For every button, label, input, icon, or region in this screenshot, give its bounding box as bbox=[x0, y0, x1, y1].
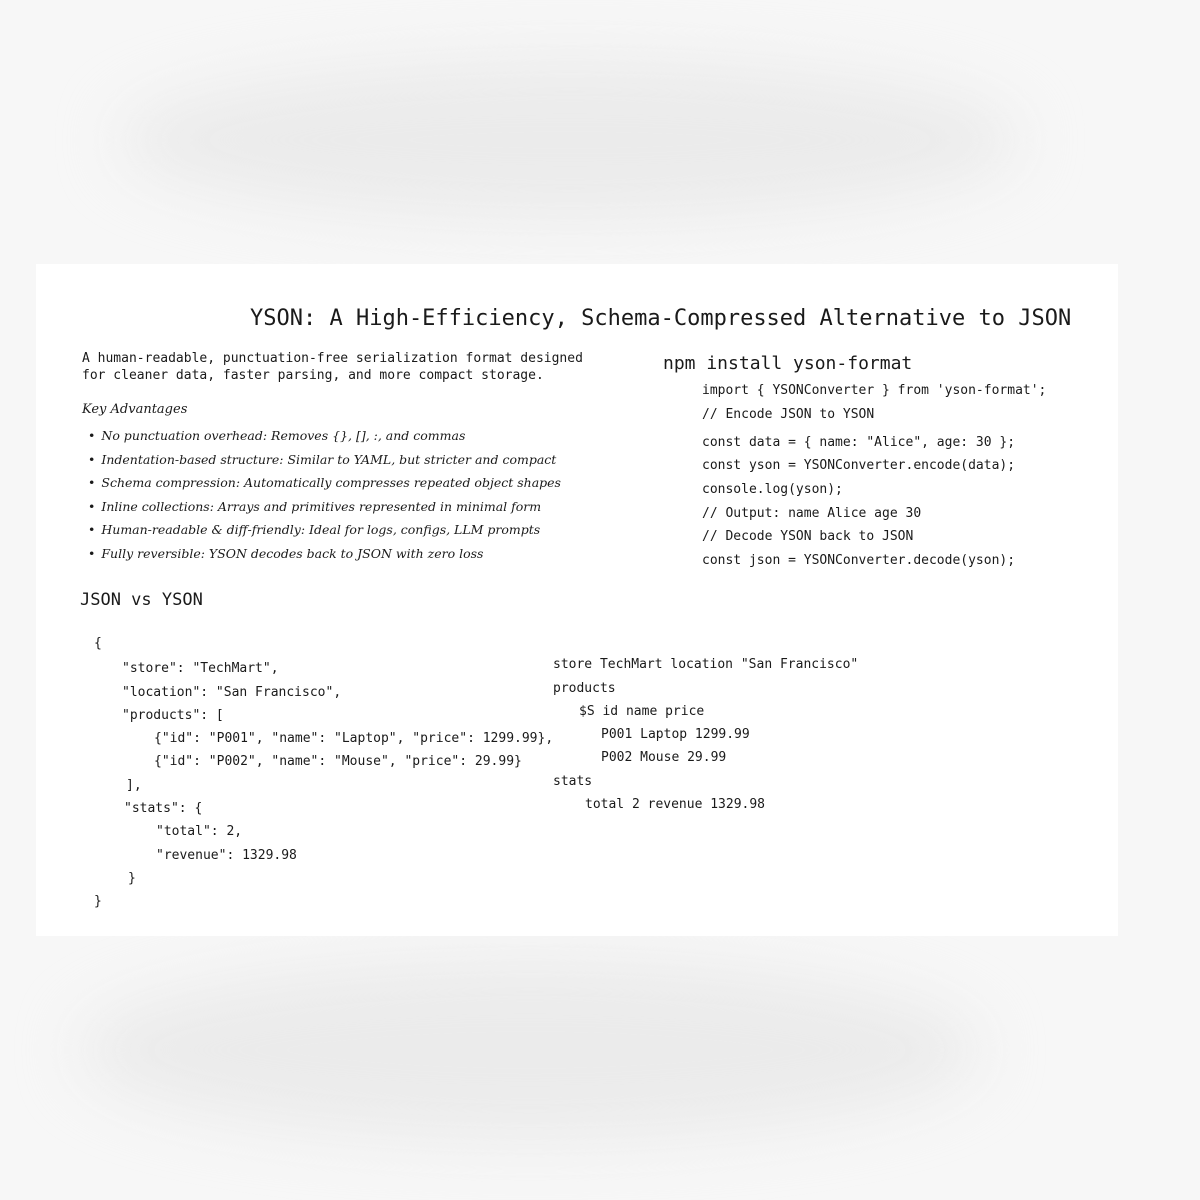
advantage-text: Inline collections: Arrays and primitives represented in minimal form bbox=[101, 498, 542, 514]
json-line: {"id": "P002", "name": "Mouse", "price": 29.99} bbox=[154, 754, 522, 769]
comparison-heading: JSON vs YSON bbox=[80, 590, 203, 610]
json-line: { bbox=[94, 636, 102, 651]
code-line: // Encode JSON to YSON bbox=[702, 407, 875, 422]
yson-line: total 2 revenue 1329.98 bbox=[585, 797, 766, 812]
advantage-item bbox=[88, 518, 608, 542]
yson-line: stats bbox=[553, 774, 593, 789]
bullet-icon: • bbox=[88, 498, 96, 514]
advantage-item bbox=[88, 424, 608, 448]
json-line: } bbox=[128, 871, 136, 886]
advantage-item bbox=[88, 448, 608, 472]
intro-line: A human-readable, punctuation-free serialization format designed bbox=[82, 351, 583, 366]
json-line: "revenue": 1329.98 bbox=[156, 848, 297, 863]
intro-line: for cleaner data, faster parsing, and more compact storage. bbox=[82, 368, 544, 383]
json-line: "products": [ bbox=[122, 708, 224, 723]
background-blur bbox=[80, 960, 980, 1140]
advantages-list bbox=[88, 424, 608, 566]
intro-text bbox=[82, 350, 602, 384]
code-line: const yson = YSONConverter.encode(data); bbox=[702, 458, 1016, 473]
code-line: // Decode YSON back to JSON bbox=[702, 529, 914, 544]
code-line: // Output: name Alice age 30 bbox=[702, 506, 922, 521]
yson-line: P002 Mouse 29.99 bbox=[601, 750, 727, 765]
advantages-heading: Key Advantages bbox=[82, 402, 188, 417]
install-command: npm install yson-format bbox=[663, 353, 913, 374]
advantage-text: Indentation-based structure: Similar to YAML, but stricter and compact bbox=[101, 451, 557, 467]
bullet-icon: • bbox=[88, 475, 96, 491]
page-title: YSON: A High-Efficiency, Schema-Compressed Alternative to JSON bbox=[250, 306, 1072, 331]
code-line: const data = { name: "Alice", age: 30 }; bbox=[702, 435, 1016, 450]
bullet-icon: • bbox=[88, 451, 96, 467]
bullet-icon: • bbox=[88, 545, 96, 561]
advantage-text: Fully reversible: YSON decodes back to JSON with zero loss bbox=[101, 545, 484, 561]
code-line: console.log(yson); bbox=[702, 482, 843, 497]
json-line: } bbox=[94, 894, 102, 909]
yson-line: $S id name price bbox=[579, 704, 705, 719]
json-line: {"id": "P001", "name": "Laptop", "price": 1299.99}, bbox=[154, 731, 554, 746]
advantage-item bbox=[88, 471, 608, 495]
json-line: "store": "TechMart", bbox=[122, 661, 279, 676]
advantage-item bbox=[88, 495, 608, 519]
advantage-item bbox=[88, 542, 608, 566]
json-line: "location": "San Francisco", bbox=[122, 685, 342, 700]
json-line: ], bbox=[126, 778, 142, 793]
code-line: import { YSONConverter } from 'yson-format'; bbox=[702, 383, 1047, 398]
advantage-text: Human-readable & diff-friendly: Ideal for logs, configs, LLM prompts bbox=[101, 522, 541, 538]
yson-line: products bbox=[553, 681, 616, 696]
bullet-icon: • bbox=[88, 428, 96, 443]
code-line: const json = YSONConverter.decode(yson); bbox=[702, 553, 1016, 568]
json-line: "stats": { bbox=[124, 801, 203, 816]
background-blur bbox=[120, 60, 1020, 220]
advantage-text: Schema compression: Automatically compresses repeated object shapes bbox=[101, 475, 561, 491]
json-line: "total": 2, bbox=[156, 824, 243, 839]
bullet-icon: • bbox=[88, 522, 96, 538]
advantage-text: No punctuation overhead: Removes {}, [], :, and commas bbox=[101, 428, 466, 443]
yson-line: store TechMart location "San Francisco" bbox=[553, 657, 859, 672]
yson-line: P001 Laptop 1299.99 bbox=[601, 727, 750, 742]
